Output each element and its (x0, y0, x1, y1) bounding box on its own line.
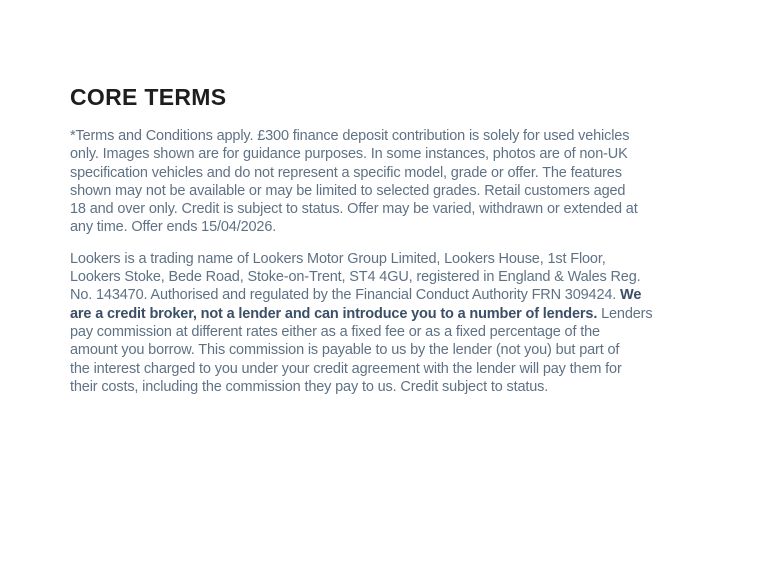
terms-line (70, 378, 730, 396)
terms-line (70, 286, 730, 304)
terms-line: 18 and over only. Credit is subject to status. Offer may be varied, withdrawn or extended at (70, 201, 638, 218)
terms-text-bold: are a credit broker, not a lender and can introduce you to a number of lenders. (70, 305, 598, 322)
terms-line: specification vehicles and do not represent a specific model, grade or offer. The features (70, 164, 622, 181)
terms-line (70, 250, 730, 268)
terms-text: Lookers is a trading name of Lookers Motor Group Limited, Lookers House, 1st Floor, (70, 250, 606, 267)
terms-paragraph-conditions (70, 127, 730, 237)
terms-line (70, 360, 730, 378)
terms-line: only. Images shown are for guidance purposes. In some instances, photos are of non-UK (70, 146, 628, 163)
terms-text: the interest charged to you under your credit agreement with the lender will pay them for (70, 360, 622, 377)
page-title: CORE TERMS (70, 84, 227, 110)
terms-text: Lookers Stoke, Bede Road, Stoke-on-Trent, ST4 4GU, registered in England & Wales Reg. (70, 269, 641, 286)
terms-line (70, 341, 730, 359)
terms-paragraph-company (70, 250, 730, 396)
terms-line (70, 323, 730, 341)
terms-text-bold: We (620, 287, 642, 304)
terms-line (70, 305, 730, 323)
terms-line: any time. Offer ends 15/04/2026. (70, 219, 277, 236)
terms-section (70, 86, 730, 396)
terms-text: pay commission at different rates either as a fixed fee or as a fixed percentage of the (70, 323, 600, 340)
terms-text: Lenders (597, 305, 653, 322)
terms-line: *Terms and Conditions apply. £300 finance deposit contribution is solely for used vehicles (70, 128, 630, 144)
terms-line (70, 268, 730, 286)
terms-text: No. 143470. Authorised and regulated by the Financial Conduct Authority FRN 309424. (70, 287, 621, 304)
terms-text: their costs, including the commission they pay to us. Credit subject to status. (70, 378, 549, 395)
terms-text: amount you borrow. This commission is payable to us by the lender (not you) but part of (70, 342, 620, 359)
terms-line: shown may not be available or may be limited to selected grades. Retail customers aged (70, 182, 626, 199)
